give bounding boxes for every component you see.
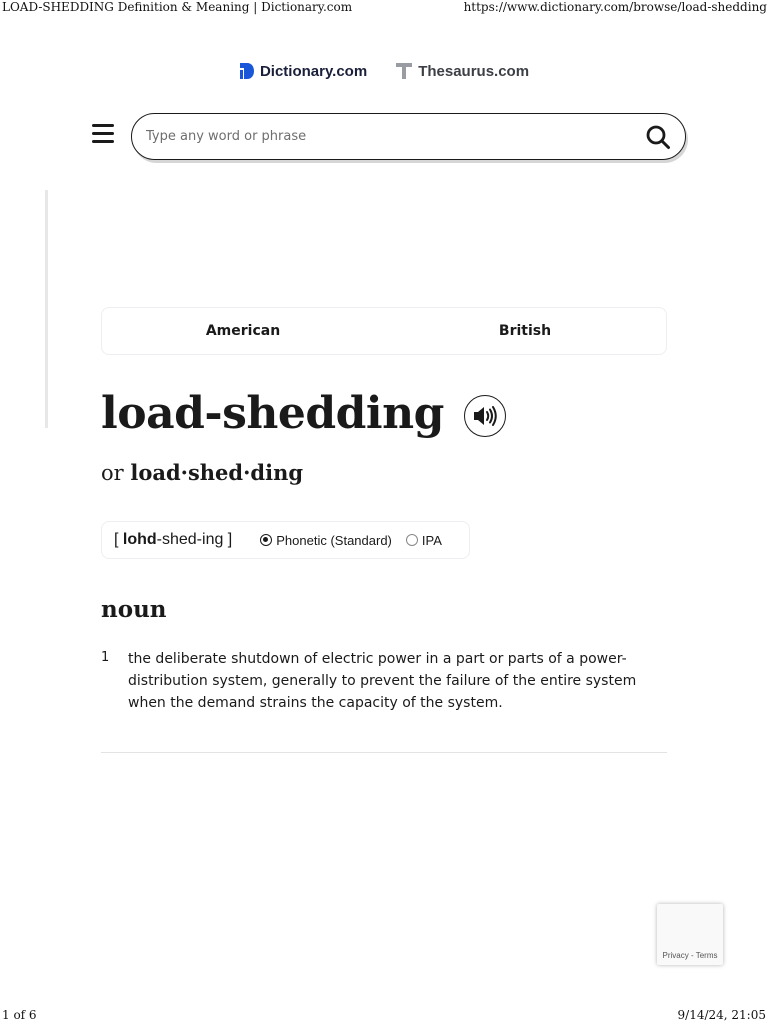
- definition-number: 1: [101, 650, 110, 665]
- thesaurus-brand-label: Thesaurus.com: [418, 62, 530, 80]
- headword: load-shedding: [101, 387, 444, 439]
- pronunciation-audio-button[interactable]: [464, 395, 506, 437]
- headword-row: [101, 384, 506, 442]
- part-of-speech: noun: [101, 596, 167, 623]
- search-icon[interactable]: [645, 124, 671, 150]
- speaker-icon: [472, 405, 498, 427]
- variant-spelling: [101, 460, 303, 485]
- dictionary-brand-label: Dictionary.com: [259, 62, 368, 80]
- search-bar: [131, 113, 686, 160]
- page-title: LOAD-SHEDDING Definition & Meaning | Dictionary.com: [2, 0, 353, 14]
- thesaurus-logo-icon: [395, 62, 413, 80]
- pronunciation-box: [101, 521, 470, 559]
- radio-phonetic-label: Phonetic (Standard): [276, 532, 392, 548]
- page-count: 1 of 6: [2, 1008, 37, 1022]
- menu-icon[interactable]: [92, 124, 116, 148]
- dictionary-brand-link[interactable]: [239, 62, 367, 80]
- radio-phonetic-indicator[interactable]: [260, 534, 272, 546]
- dialect-tabs: [101, 307, 667, 355]
- recaptcha-badge[interactable]: [657, 904, 723, 965]
- print-footer: [0, 1006, 768, 1024]
- sidebar-divider: [45, 190, 48, 428]
- print-datetime: 9/14/24, 21:05: [677, 1008, 766, 1022]
- pron-stressed: lohd: [122, 531, 157, 548]
- radio-ipa-label: IPA: [421, 532, 442, 548]
- pronunciation-style-group: [260, 533, 442, 548]
- thesaurus-brand-link[interactable]: [395, 62, 529, 80]
- variant-word: load·shed·ding: [130, 460, 304, 485]
- brand-row: [0, 60, 768, 82]
- radio-ipa[interactable]: [406, 533, 442, 548]
- search-input[interactable]: [146, 129, 645, 144]
- tab-british[interactable]: British: [498, 323, 552, 339]
- recaptcha-terms-link[interactable]: Terms: [695, 951, 718, 960]
- recaptcha-links: Privacy - Terms: [662, 951, 718, 960]
- page-url: https://www.dictionary.com/browse/load-shedding: [463, 0, 767, 14]
- section-divider: [101, 752, 667, 753]
- radio-ipa-indicator[interactable]: [406, 534, 418, 546]
- tab-american[interactable]: American: [205, 323, 281, 339]
- dictionary-logo-icon: [239, 62, 255, 80]
- definition-item: [101, 648, 667, 714]
- recaptcha-privacy-link[interactable]: Privacy: [662, 951, 689, 960]
- radio-phonetic[interactable]: [260, 533, 392, 548]
- variant-prefix: or: [101, 461, 124, 485]
- print-header: [0, 0, 768, 16]
- definition-text: the deliberate shutdown of electric power in a part or parts of a power-distribution system, generally to prevent the failure of the entire system when the demand strains the capacity of the system.: [128, 651, 637, 711]
- pronunciation: [ lohd-shed-ing ]: [114, 531, 233, 548]
